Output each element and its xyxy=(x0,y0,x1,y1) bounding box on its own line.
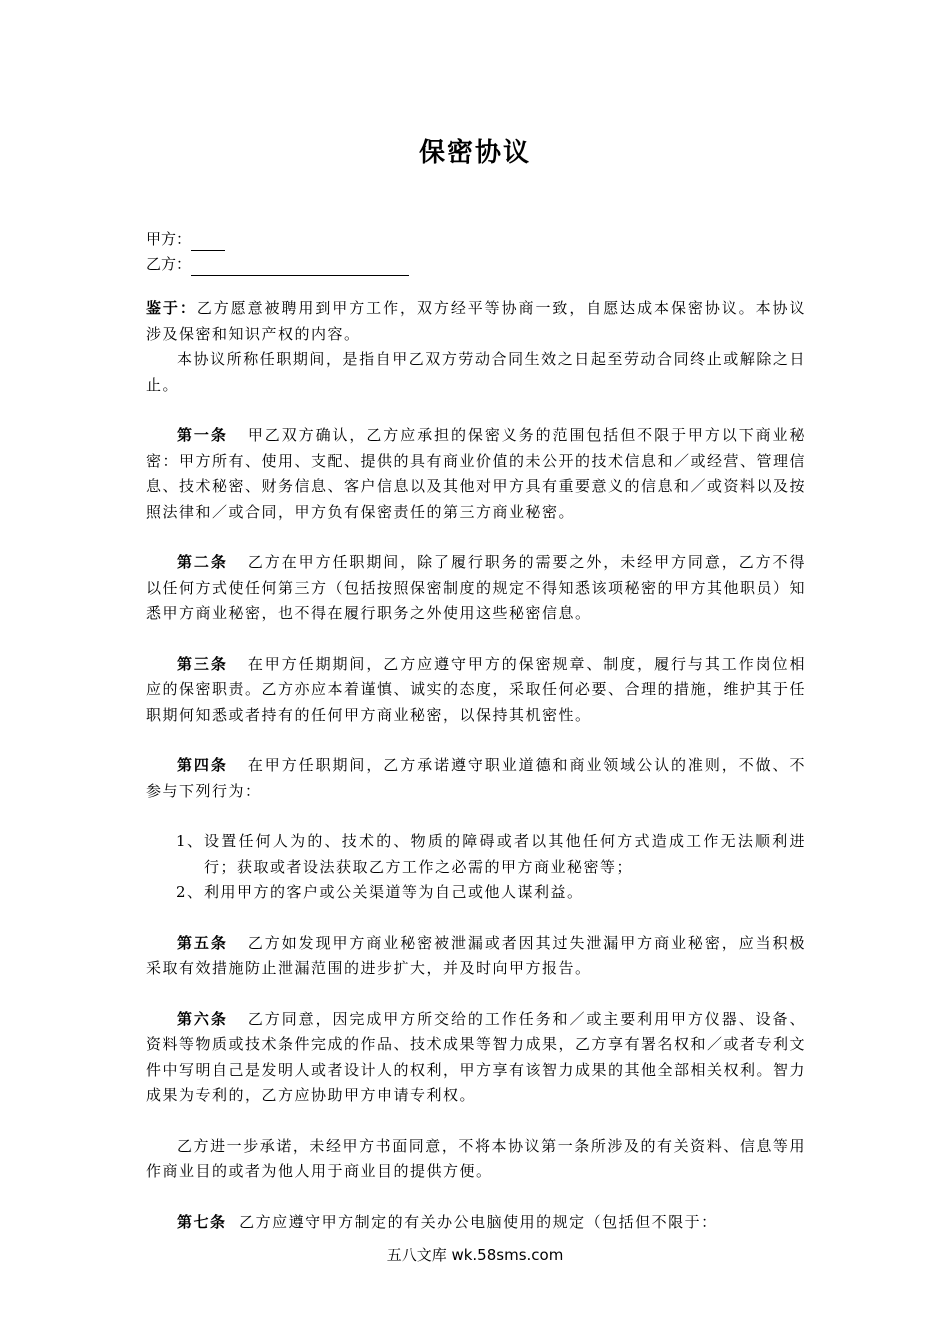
list-item xyxy=(146,880,806,906)
article-3 xyxy=(146,652,806,729)
document-title: 保密协议 xyxy=(418,138,531,168)
article-5 xyxy=(146,931,806,982)
term-definition: 本协议所称任职期间，是指自甲乙双方劳动合同生效之日起至劳动合同终止或解除之日止。 xyxy=(146,350,806,394)
article-5-text: 乙方如发现甲方商业秘密被泄漏或者因其过失泄漏甲方商业秘密，应当积极采取有效措施防止泄漏范围的进步扩大，并及时向甲方报告。 xyxy=(146,933,806,977)
article-6-label: 第六条 xyxy=(177,1009,228,1028)
party-a-blank xyxy=(191,233,225,251)
further-commitment: 乙方进一步承诺，未经甲方书面同意，不将本协议第一条所涉及的有关资料、信息等用作商业目的或者为他人用于商业目的提供方便。 xyxy=(146,1136,806,1180)
article-4-text: 在甲方任职期间，乙方承诺遵守职业道德和商业领域公认的准则，不做、不参与下列行为： xyxy=(146,756,806,800)
article-2-text: 乙方在甲方任职期间，除了履行职务的需要之外，未经甲方同意，乙方不得以任何方式使任何第三方（包括按照保密制度的规定不得知悉该项秘密的甲方其他职员）知悉甲方商业秘密，也不得在履行职务之外使用这些秘密信息。 xyxy=(146,553,807,622)
whereas-label: 鉴于： xyxy=(146,299,197,317)
article-1-text: 甲乙双方确认，乙方应承担的保密义务的范围包括但不限于甲方以下商业秘密：甲方所有、使用、支配、提供的具有商业价值的未公开的技术信息和／或经营、管理信息、技术秘密、财务信息、客户信息以及其他对甲方具有重要意义的信息和／或资料以及按照法律和／或合同，甲方负有保密责任的第三方商业秘密。 xyxy=(146,426,807,521)
article-7 xyxy=(146,1210,806,1236)
whereas-text: 乙方愿意被聘用到甲方工作，双方经平等协商一致，自愿达成本保密协议。本协议涉及保密和知识产权的内容。 xyxy=(146,299,806,343)
article-5-label: 第五条 xyxy=(177,933,228,952)
article-6 xyxy=(146,1007,806,1109)
article-4 xyxy=(146,753,806,804)
list-item-text: 设置任何人为的、技术的、物质的障碍或者以其他任何方式造成工作无法顺利进行；获取或者设法获取乙方工作之必需的甲方商业秘密等； xyxy=(204,832,806,876)
article-3-text: 在甲方任期期间，乙方应遵守甲方的保密规章、制度，履行与其工作岗位相应的保密职责。乙方亦应本着谨慎、诚实的态度，采取任何必要、合理的措施，维护其于任职期何知悉或者持有的任何甲方商业秘密，以保持其机密性。 xyxy=(146,654,807,724)
whereas-paragraph xyxy=(146,296,806,347)
article-1 xyxy=(146,423,806,525)
party-a-label: 甲方： xyxy=(146,230,192,248)
article-3-label: 第三条 xyxy=(177,654,228,673)
article-2-label: 第二条 xyxy=(177,553,228,571)
party-b-blank xyxy=(191,258,409,276)
article-4-list xyxy=(146,829,806,906)
article-6-text: 乙方同意，因完成甲方所交给的工作任务和／或主要利用甲方仪器、设备、资料等物质或技术条件完成的作品、技术成果等智力成果，乙方享有署名权和／或者专利文件中写明自己是发明人或者设计人的权利，甲方享有该智力成果的其他全部相关权利。智力成果为专利的，乙方应协助甲方申请专利权。 xyxy=(146,1009,807,1104)
article-4-label: 第四条 xyxy=(177,756,228,774)
list-item-number: 1、 xyxy=(176,832,204,850)
list-item-number: 2、 xyxy=(176,883,204,901)
page-footer: 五八文库 wk.58sms.com xyxy=(386,1246,564,1264)
article-1-label: 第一条 xyxy=(177,426,228,444)
parties-block xyxy=(146,226,409,276)
list-item-text: 利用甲方的客户或公关渠道等为自己或他人谋利益。 xyxy=(204,883,584,901)
party-b-label: 乙方： xyxy=(146,255,192,273)
document-body xyxy=(146,296,806,1235)
party-a-line xyxy=(146,226,409,251)
article-7-label: 第七条 xyxy=(177,1212,227,1231)
article-7-text: 乙方应遵守甲方制定的有关办公电脑使用的规定（包括但不限于： xyxy=(239,1212,718,1231)
list-item xyxy=(146,829,806,880)
article-2 xyxy=(146,550,806,627)
party-b-line xyxy=(146,251,409,276)
